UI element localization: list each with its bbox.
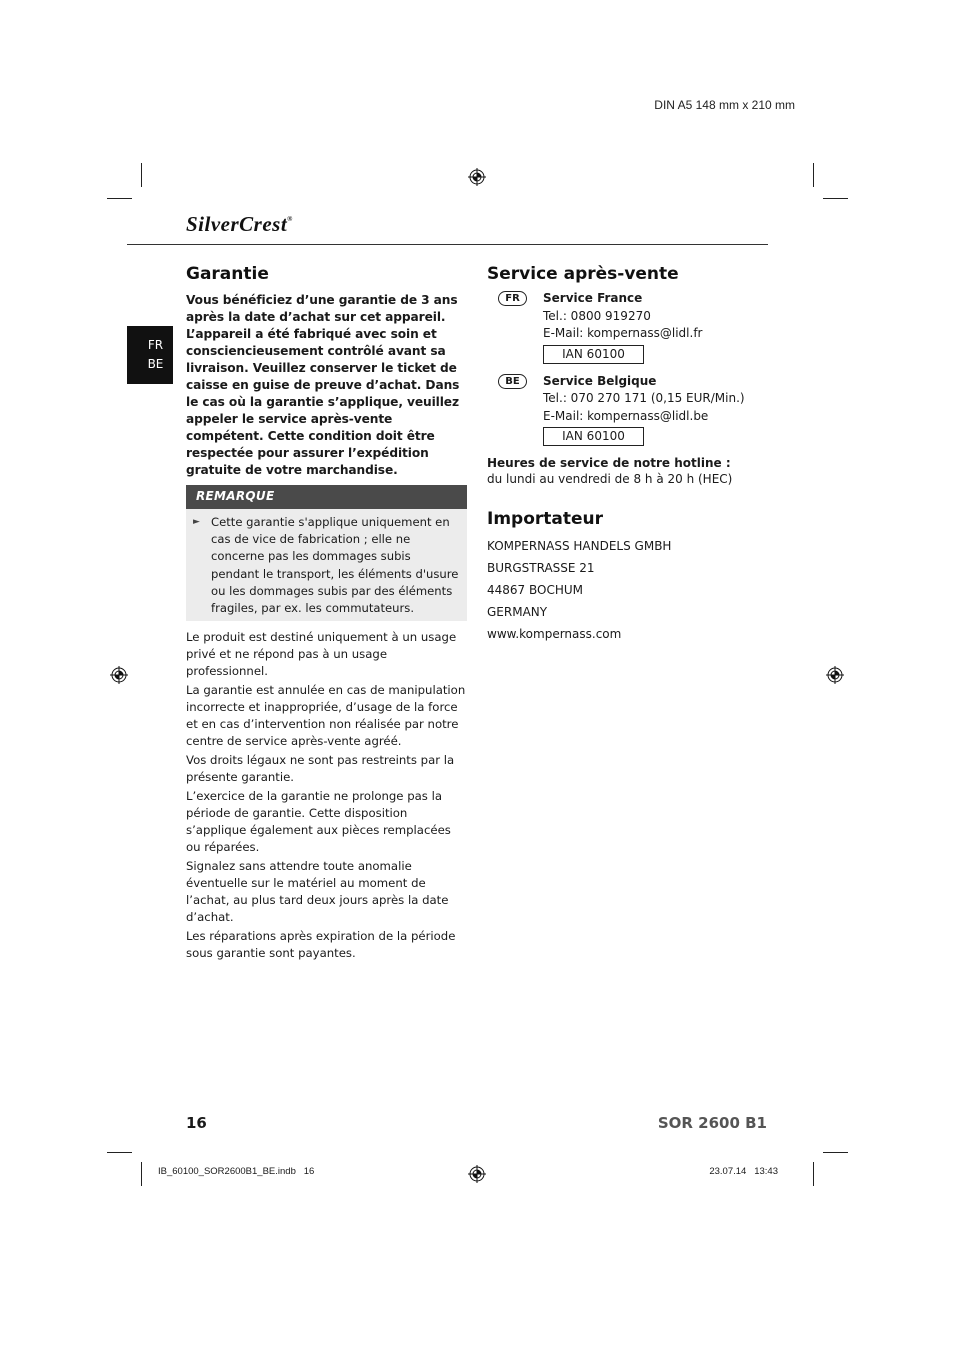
crop-mark: [141, 1162, 142, 1186]
crop-mark: [813, 1162, 814, 1186]
crop-mark: [107, 1152, 132, 1153]
ian-box-be: IAN 60100: [543, 427, 644, 446]
crop-mark: [141, 163, 142, 187]
model-number: SOR 2600 B1: [657, 1114, 767, 1132]
service-heading: Service après-vente: [487, 264, 679, 284]
garantie-paragraph: L’exercice de la garantie ne prolonge pas la période de garantie. Cette disposition s’applique également aux pièces remplacées ou réparées.: [186, 789, 451, 855]
importateur-line: BURGSTRASSE 21: [487, 561, 595, 575]
page-number: 16: [186, 1114, 207, 1132]
garantie-paragraph: La garantie est annulée en cas de manipulation incorrecte et inappropriée, d’usage de la force et en cas d’intervention non réalisée par notre centre de service après-vente agréé.: [186, 683, 466, 749]
header-rule: [127, 244, 768, 245]
slug-filename: IB_60100_SOR2600B1_BE.indb 16: [158, 1166, 315, 1177]
service-france-email: E-Mail: kompernass@lidl.fr: [543, 326, 703, 340]
importateur-website: www.kompernass.com: [487, 627, 622, 641]
service-section: [487, 264, 787, 645]
hotline-info: [487, 455, 787, 487]
brand-logo: [186, 212, 293, 237]
slug-date: 23.07.14 13:43: [709, 1166, 778, 1177]
language-tab-fr: FR: [147, 338, 164, 352]
country-badge-fr: FR: [498, 291, 527, 306]
garantie-body: [186, 629, 467, 962]
country-badge-be: BE: [498, 374, 527, 389]
registration-mark-icon: [468, 168, 486, 186]
remarque-box: [186, 485, 467, 621]
garantie-intro: Vous bénéficiez d’une garantie de 3 ans après la date d’achat sur cet appareil. L’appareil a été fabriqué avec soin et consciencieusement contrôlé avant sa livraison. Veuillez conserver le ticket de caisse en guise de preuve d’achat. Dans le cas où la garantie s’applique, veuillez appeler le service après-vente compétent. Cette condition doit être respectée pour assurer l’expédition gratuite de votre marchandise.: [186, 293, 460, 477]
language-tab: [127, 326, 173, 384]
service-france: [487, 290, 787, 364]
ian-box-fr: IAN 60100: [543, 345, 644, 364]
garantie-heading: Garantie: [186, 264, 269, 284]
crop-mark: [107, 198, 132, 199]
importateur-address: [487, 535, 787, 645]
garantie-paragraph: Les réparations après expiration de la période sous garantie sont payantes.: [186, 929, 456, 961]
service-france-tel: Tel.: 0800 919270: [543, 308, 651, 323]
garantie-paragraph: Vos droits légaux ne sont pas restreints par la présente garantie.: [186, 753, 455, 785]
garantie-paragraph: Signalez sans attendre toute anomalie éventuelle sur le matériel au moment de l’achat, au plus tard deux jours après la date d’achat.: [186, 859, 449, 925]
service-belgique-email: E-Mail: kompernass@lidl.be: [543, 408, 709, 423]
importateur-line: KOMPERNASS HANDELS GMBH: [487, 539, 672, 553]
crop-mark: [813, 163, 814, 187]
print-spec: DIN A5 148 mm x 210 mm: [654, 98, 795, 112]
service-belgique-name: Service Belgique: [543, 373, 657, 388]
service-france-name: Service France: [543, 291, 643, 305]
service-belgique-tel: Tel.: 070 270 171 (0,15 EUR/Min.): [543, 391, 745, 405]
remarque-label: REMARQUE: [186, 485, 467, 509]
garantie-paragraph: Le produit est destiné uniquement à un usage privé et ne répond pas à un usage professionnel.: [186, 630, 457, 679]
language-tab-be: BE: [147, 357, 164, 371]
registration-mark-icon: [826, 666, 844, 684]
crop-mark: [823, 198, 848, 199]
hotline-title: Heures de service de notre hotline :: [487, 456, 731, 470]
registration-mark-icon: [468, 1165, 486, 1183]
crop-mark: [823, 1152, 848, 1153]
hotline-hours: du lundi au vendredi de 8 h à 20 h (HEC): [487, 472, 733, 486]
garantie-section: [186, 264, 467, 962]
service-belgique: [487, 373, 787, 447]
importateur-line: 44867 BOCHUM: [487, 583, 583, 597]
importateur-heading: Importateur: [487, 509, 604, 529]
importateur-line: GERMANY: [487, 605, 548, 619]
logo-registered-mark: ®: [287, 215, 293, 223]
arrow-bullet-icon: ►: [193, 517, 200, 527]
logo-text: SilverCrest: [186, 212, 288, 236]
registration-mark-icon: [110, 666, 128, 684]
remarque-text: Cette garantie s'applique uniquement en cas de vice de fabrication ; elle ne concerne pas les dommages subis pendant le transport, les éléments d'usure ou les dommages subis par des éléments fragiles, par ex. les commutateurs.: [211, 515, 459, 616]
